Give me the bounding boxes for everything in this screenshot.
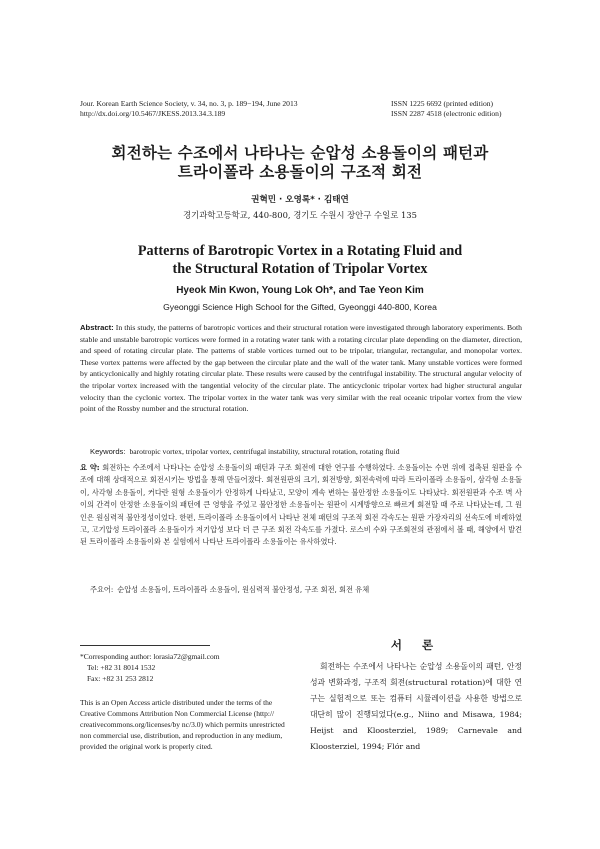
doi-link[interactable]: http://dx.doi.org/10.5467/JKESS.2013.34.3.189 <box>80 109 226 118</box>
korean-affiliation: 경기과학고등학교, 440-800, 경기도 수원시 장안구 수일로 135 <box>183 210 417 220</box>
korean-abstract-label: 요 약: <box>80 463 100 472</box>
author-tel: Tel: +82 31 8014 1532 <box>87 663 156 672</box>
abstract <box>80 322 522 415</box>
korean-title-line1: 회전하는 수조에서 나타나는 순압성 소용돌이의 패턴과 <box>111 144 489 162</box>
korean-keywords <box>80 585 522 595</box>
english-title-line1: Patterns of Barotropic Vortex in a Rotating Fluid and <box>137 243 463 259</box>
corresponding-author: *Corresponding author: lorasia72@gmail.com <box>80 652 220 661</box>
english-affiliation: Gyeonggi Science High School for the Gifted, Gyeonggi 440-800, Korea <box>163 302 437 312</box>
author-fax: Fax: +82 31 253 2812 <box>87 674 154 683</box>
journal-citation: Jour. Korean Earth Science Society, v. 34, no. 3, p. 189−194, June 2013 <box>80 99 298 108</box>
abstract-text: In this study, the patterns of barotropic vortices and their structural rotation were investigated through laboratory experiments. Both stable and unstable barotropic vortices were formed in a rotating water tank with a rotating circular plate depending on the diameter, direction, and speed of rotating circular plate. The patterns of stable vortices turned out to be tripolar, triangular, rectangular, and monopolar vortex. These vortex patterns were affected by the gap between the circular plate and the wall of the water tank. Many unstable vortices were formed by anticyclonically and highly rotating circular plate. These results were caused by the centrifugal instability. The structural angular velocity of the tripolar vortex increased with the tangential velocity of the circular plate. The anticyclonic tripolar vortex had higher structural angular velocity than the cyclonic vortex. The tripolar vortex in the water tank was very similar with the real oceanic tripolar vortex from the view point of the Rossby number and the structural rotation. <box>80 323 522 414</box>
keywords-label: Keywords: <box>90 447 126 456</box>
korean-abstract <box>80 462 522 549</box>
introduction-text: 회전하는 수조에서 나타나는 순압성 소용돌이의 패턴, 안정성과 변화과정, 구조적 회전(structural rotation)에 대한 연구는 실험적으로 또는 컴퓨터 시뮬레이션을 사용한 방법으로 대단히 많이 진행되었다(e.g., Niino and Misawa, 1984; Heijst and Kloosterziel, 1989; Carnevale and Kloosterziel, 1994; Flór and <box>310 662 522 751</box>
english-title-line2: the Structural Rotation of Tripolar Vortex <box>172 261 428 277</box>
section-heading-introduction: 서 론 <box>390 638 442 652</box>
korean-keywords-label: 주요어: <box>90 585 114 594</box>
korean-authors: 권혁민 · 오영록* · 김태연 <box>251 195 349 205</box>
abstract-label: Abstract: <box>80 323 114 332</box>
issn-online: ISSN 2287 4518 (electronic edition) <box>391 109 502 118</box>
korean-keywords-text: 순압성 소용돌이, 트라이폴라 소용돌이, 원심력적 불안정성, 구조 회전, 회전 유체 <box>117 585 370 594</box>
footnote-divider <box>80 645 210 646</box>
english-authors: Hyeok Min Kwon, Young Lok Oh*, and Tae Yeon Kim <box>176 285 424 296</box>
keywords <box>80 447 522 456</box>
keywords-text: barotropic vortex, tripolar vortex, centrifugal instability, structural rotation, rotating fluid <box>129 447 400 456</box>
open-access-notice: This is an Open Access article distributed under the terms of the Creative Commons Attribution Non Commercial License (http:// creativecommons.org/licenses/by nc/3.0) which permits unrestricted non commercial use, distribution, and reproduction in any medium, provided the original work is properly cited. <box>80 698 285 751</box>
korean-abstract-text: 회전하는 수조에서 나타나는 순압성 소용돌이의 패턴과 구조 회전에 대한 연구를 수행하였다. 소용돌이는 수면 위에 접촉된 원판을 수조에 대해 상대적으로 회전시키는 방법을 통해 만들어졌다. 회전원판의 크기, 회전방향, 회전속력에 따라 트라이폴라 소용돌이, 삼각형 소용돌이, 사각형 소용돌이, 커다란 원형 소용돌이가 안정하게 나타났고, 모양이 계속 변하는 불안정한 소용돌이도 나타났다. 회전원판과 수조 벽 사이의 간격이 안정한 소용돌이의 패턴에 큰 영향을 주었고 불안정한 소용돌이는 원판이 시계방향으로 빠르게 회전할 때 주로 나타났는데, 그 원인은 원심력적 불안정성이었다. 한편, 트라이폴라 소용돌이에서 나타난 전체 패턴의 구조적 회전 각속도는 원판 가장자리의 선속도에 비례하였고, 고기압성 트라이폴라 소용돌이가 저기압성 보다 더 큰 구조 회전 각속도를 가졌다. 로스비 수와 구조회전의 관점에서 볼 때, 해양에서 발견된 트라이폴라 소용돌이와 본 실험에서 나타난 트라이폴라 소용돌이는 유사하였다. <box>80 463 523 547</box>
issn-print: ISSN 1225 6692 (printed edition) <box>391 99 494 108</box>
korean-title-line2: 트라이폴라 소용돌이의 구조적 회전 <box>177 163 423 181</box>
